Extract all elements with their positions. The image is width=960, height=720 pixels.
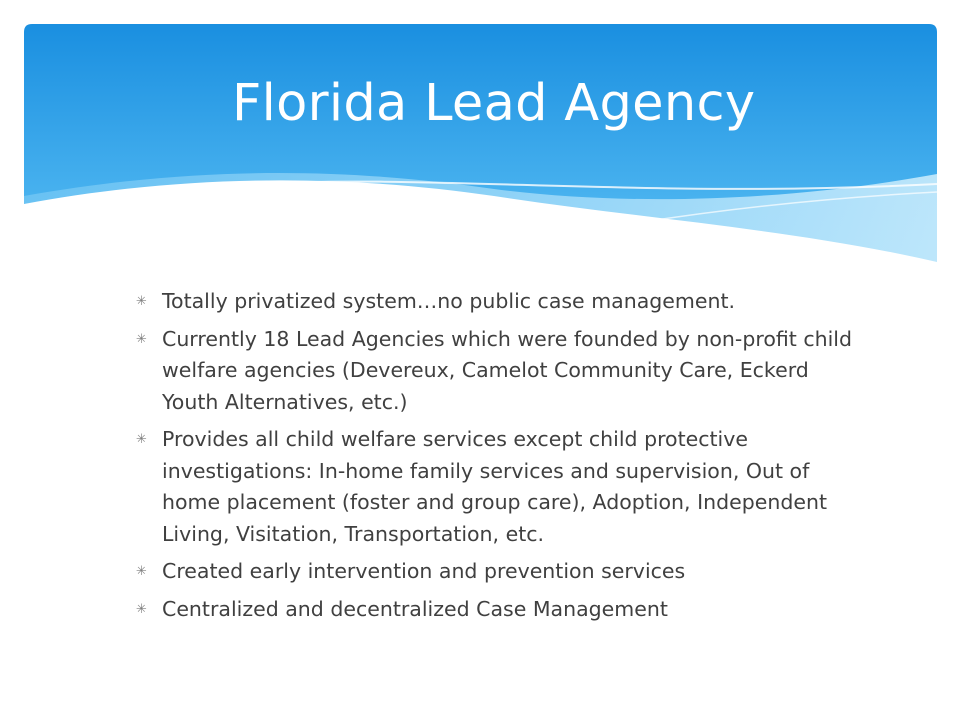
asterisk-icon: ✳ (136, 432, 147, 447)
bullet-item (136, 594, 866, 626)
asterisk-icon: ✳ (136, 601, 147, 617)
bullet-item (136, 324, 866, 419)
asterisk-icon: ✳ (136, 294, 147, 309)
bullet-item (136, 424, 866, 550)
bullet-text: Centralized and decentralized Case Management (162, 596, 668, 621)
bullet-item (136, 286, 866, 318)
banner-wave-graphic (24, 24, 937, 269)
bullet-text: Totally privatized system…no public case management. (162, 289, 736, 313)
asterisk-icon: ✳ (136, 564, 147, 579)
bullet-text: Created early intervention and prevention services (162, 559, 686, 583)
bullet-text: Provides all child welfare services except child protective investigations: In-home family services and supervision, Out of home placement (foster and group care), Adoption, Independent Living, Visitation, Transportation, etc. (162, 427, 828, 546)
slide-title: Florida Lead Agency (232, 74, 756, 133)
bullet-list (136, 286, 866, 631)
bullet-text: Currently 18 Lead Agencies which were founded by non-profit child welfare agencies (Devereux, Camelot Community Care, Eckerd Youth Alternatives, etc.) (162, 326, 852, 414)
title-banner (24, 24, 937, 269)
asterisk-icon: ✳ (136, 331, 147, 347)
bullet-item (136, 556, 866, 588)
